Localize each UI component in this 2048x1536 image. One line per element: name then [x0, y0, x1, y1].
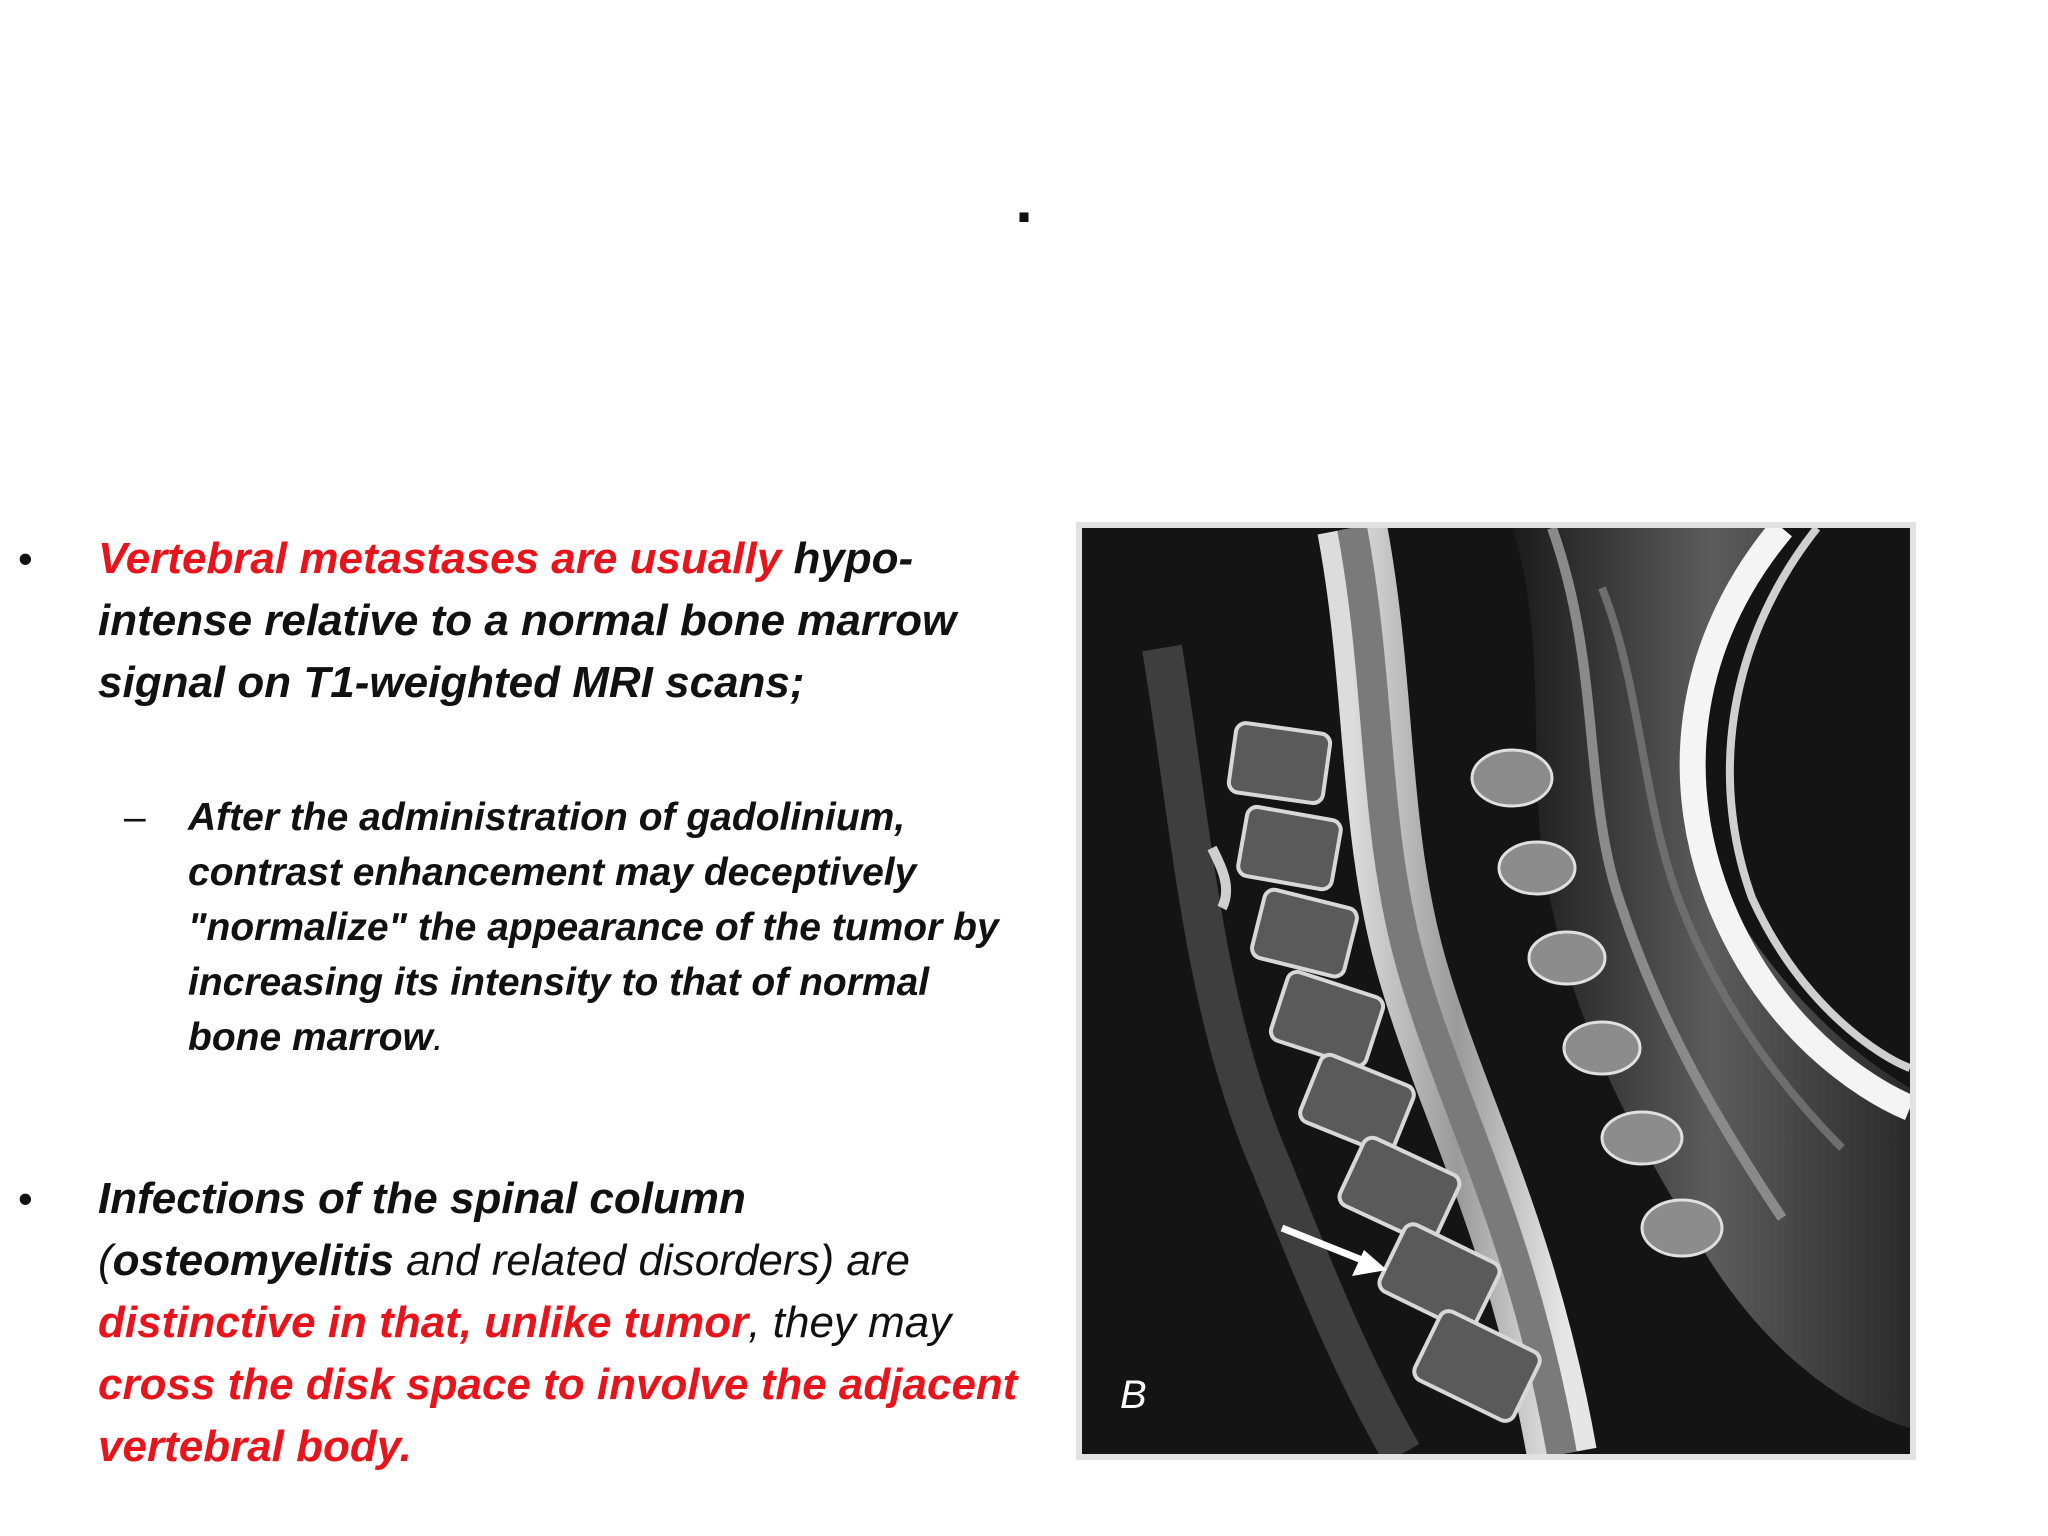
bullet-marker: •	[18, 535, 33, 582]
dash-marker: –	[124, 796, 146, 839]
bullet-marker: •	[18, 1175, 33, 1222]
bullet-1-text: hypo-intense relative to a normal bone marrow signal on T1-weighted MRI scans;	[98, 534, 957, 707]
bullet-2-related: and related disorders) are	[393, 1236, 910, 1285]
bullet-vertebral-metastases	[18, 528, 1018, 714]
mri-figure	[1076, 522, 1916, 1460]
bullet-1-highlight: Vertebral metastases are usually	[98, 534, 794, 583]
bullet-infections	[18, 1168, 1018, 1478]
bullet-2-distinctive: distinctive in that, unlike tumor	[98, 1298, 749, 1347]
bullet-2-osteomyelitis: osteomyelitis	[112, 1236, 394, 1285]
sub-bullet-text: After the administration of gadolinium, contrast enhancement may deceptively "normalize" the appearance of the tumor by increasing its intensity to that of normal bone marrow	[188, 796, 999, 1059]
figure-label: B	[1120, 1373, 1147, 1417]
slide-title: .	[1015, 164, 1033, 236]
bullet-2-paren: (	[98, 1236, 113, 1285]
mri-image	[1082, 528, 1910, 1454]
sub-bullet-period: .	[432, 1016, 444, 1059]
bullet-2-cross-disk: cross the disk space to involve the adjacent vertebral body.	[98, 1360, 1018, 1471]
bullet-2-lead: Infections of the spinal column	[98, 1174, 746, 1223]
bullet-2-they-may: , they may	[748, 1298, 952, 1347]
sub-bullet-gadolinium	[124, 790, 1008, 1065]
